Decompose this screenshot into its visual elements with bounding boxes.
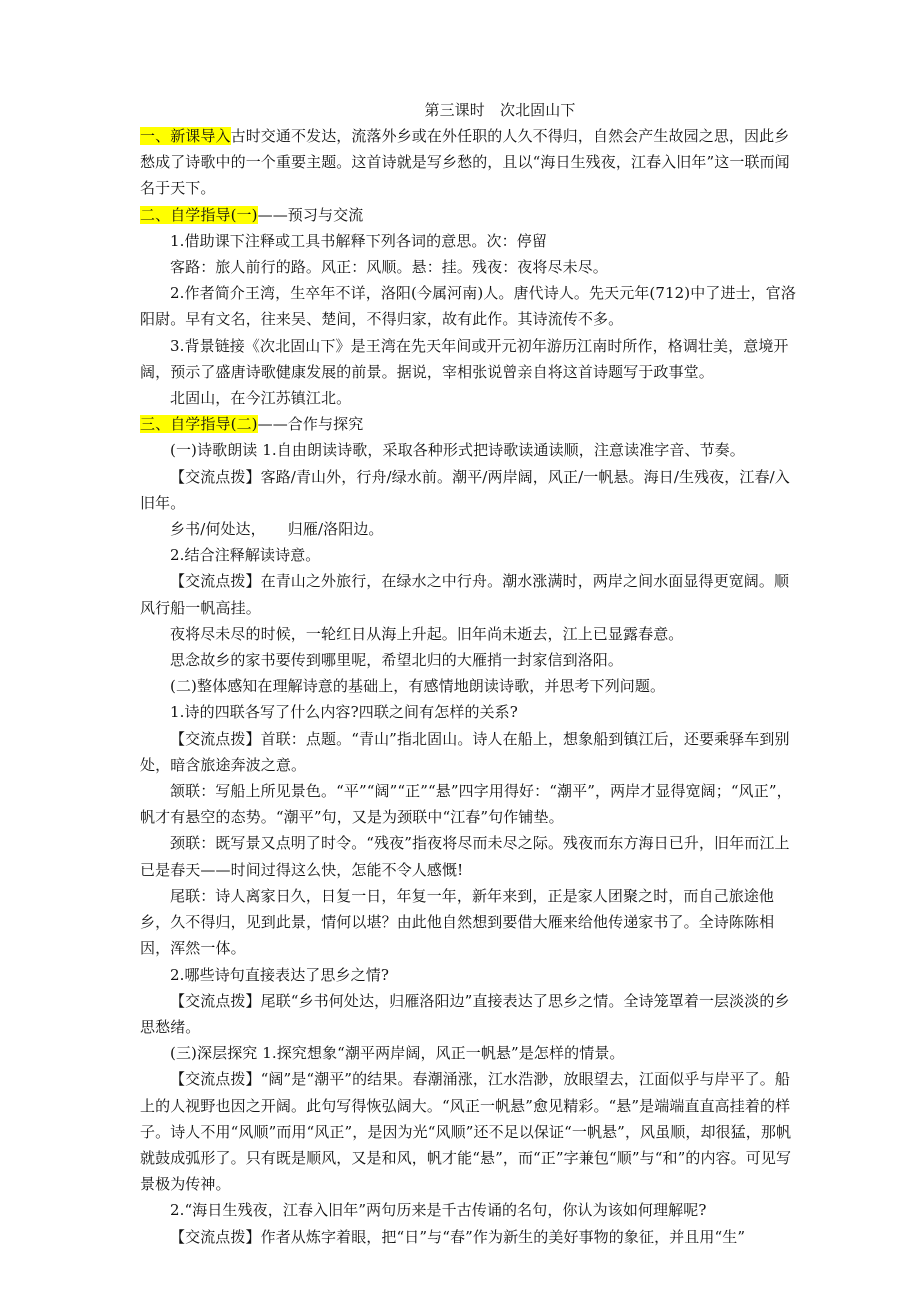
section-3-subtitle: ——合作与探究 xyxy=(257,415,364,434)
paragraph: 2.作者简介王湾，生卒年不详，洛阳(今属河南)人。唐代诗人。先天元年(712)中了进士，官洛阳尉。早有文名，往来吴、楚间，不得归家，故有此作。其诗流传不多。 xyxy=(140,284,796,329)
paragraph: 2.哪些诗句直接表达了思乡之情? xyxy=(170,965,389,984)
paragraph: 3.背景链接《次北固山下》是王湾在先天年间或开元初年游历江南时所作，格调壮美，意境开阔，预示了盛唐诗歌健康发展的前景。据说，宰相张说曾亲自将这首诗题写于政事堂。 xyxy=(140,336,789,381)
paragraph: 【交流点拨】客路/青山外，行舟/绿水前。潮平/两岸阔，风正/一帆悬。海日/生残夜，江春/入旧年。 xyxy=(140,467,790,512)
paragraph: 1.诗的四联各写了什么内容?四联之间有怎样的关系? xyxy=(170,703,518,722)
paragraph: 夜将尽未尽的时候，一轮红日从海上升起。旧年尚未逝去，江上已显露春意。 xyxy=(170,624,684,643)
paragraph: 思念故乡的家书要传到哪里呢，希望北归的大雁捎一封家信到洛阳。 xyxy=(170,651,624,670)
paragraph: (三)深层探究 1.探究想象“潮平两岸阔，风正一帆悬”是怎样的情景。 xyxy=(170,1044,625,1063)
document-page xyxy=(140,97,800,1250)
poem-line-b: 归雁/洛阳边。 xyxy=(287,520,384,539)
section-3-heading-line xyxy=(140,411,800,437)
paragraph: 颈联：既写景又点明了时令。“残夜”指夜将尽而未尽之际。残夜而东方海日已升，旧年而江上已是春天——时间过得这么快，怎能不令人感慨! xyxy=(140,834,790,879)
paragraph: 2.结合注释解读诗意。 xyxy=(170,546,321,565)
section-1-text: 古时交通不发达，流落外乡或在外任职的人久不得归，自然会产生故园之思，因此乡愁成了诗歌中的一个重要主题。这首诗就是写乡愁的，且以“海日生残夜，江春入旧年”这一联而闻名于天下。 xyxy=(140,127,790,198)
paragraph: 1.借助课下注释或工具书解释下列各词的意思。次：停留 xyxy=(170,231,547,250)
paragraph: (二)整体感知在理解诗意的基础上，有感情地朗读诗歌，并思考下列问题。 xyxy=(170,677,666,696)
paragraph: 北固山，在今江苏镇江北。 xyxy=(170,389,352,408)
paragraph: 【交流点拨】首联：点题。“青山”指北固山。诗人在船上，想象船到镇江后，还要乘驿车到别处，暗含旅途奔波之意。 xyxy=(140,729,790,774)
section-2-heading-line xyxy=(140,202,800,228)
section-3-heading: 三、自学指导(二) xyxy=(140,415,258,434)
section-1-paragraph xyxy=(140,123,800,202)
poem-line-a: 乡书/何处达， xyxy=(170,520,266,539)
section-2-heading: 二、自学指导(一) xyxy=(140,205,258,224)
paragraph: 尾联：诗人离家日久，日复一日，年复一年，新年来到，正是家人团聚之时，而自己旅途他乡，久不得归，见到此景，情何以堪？由此他自然想到要借大雁来给他传递家书了。全诗陈陈相因，浑然一体。 xyxy=(140,886,775,958)
paragraph: (一)诗歌朗读 1.自由朗读诗歌，采取各种形式把诗歌读通读顺，注意读准字音、节奏。 xyxy=(170,441,745,460)
paragraph: 【交流点拨】尾联“乡书何处达，归雁洛阳边”直接表达了思乡之情。全诗笼罩着一层淡淡的乡思愁绪。 xyxy=(140,991,790,1036)
paragraph: 颔联：写船上所见景色。“平”“阔”“正”“悬”四字用得好：“潮平”，两岸才显得宽阔；“风正”，帆才有悬空的态势。“潮平”句，又是为颈联中“江春”句作铺垫。 xyxy=(140,782,792,827)
page-title: 第三课时 次北固山下 xyxy=(424,101,576,119)
paragraph: 2.“海日生残夜，江春入旧年”两句历来是千古传诵的名句，你认为该如何理解呢? xyxy=(170,1201,707,1220)
paragraph: 客路：旅人前行的路。风正：风顺。悬：挂。残夜：夜将尽未尽。 xyxy=(170,258,608,277)
section-1-heading: 一、新课导入 xyxy=(140,127,231,145)
paragraph: 【交流点拨】“阔”是“潮平”的结果。春潮涌涨，江水浩渺，放眼望去，江面似乎与岸平了。船上的人视野也因之开阔。此句写得恢弘阔大。“风正一帆悬”愈见精彩。“悬”是端端直直高挂着的样子。诗人不用“风顺”而用“风正”，是因为光“风顺”还不足以保证“一帆悬”，风虽顺，却很猛，那帆就鼓成弧形了。只有既是顺风，又是和风，帆才能“悬”，而“正”字兼包“顺”与“和”的内容。可见写景极为传神。 xyxy=(140,1070,792,1194)
paragraph: 【交流点拨】在青山之外旅行，在绿水之中行舟。潮水涨满时，两岸之间水面显得更宽阔。顺风行船一帆高挂。 xyxy=(140,572,790,617)
section-2-subtitle: ——预习与交流 xyxy=(257,205,364,224)
paragraph xyxy=(140,516,800,542)
paragraph: 【交流点拨】作者从炼字着眼，把“日”与“春”作为新生的美好事物的象征，并且用“生” xyxy=(170,1227,746,1246)
